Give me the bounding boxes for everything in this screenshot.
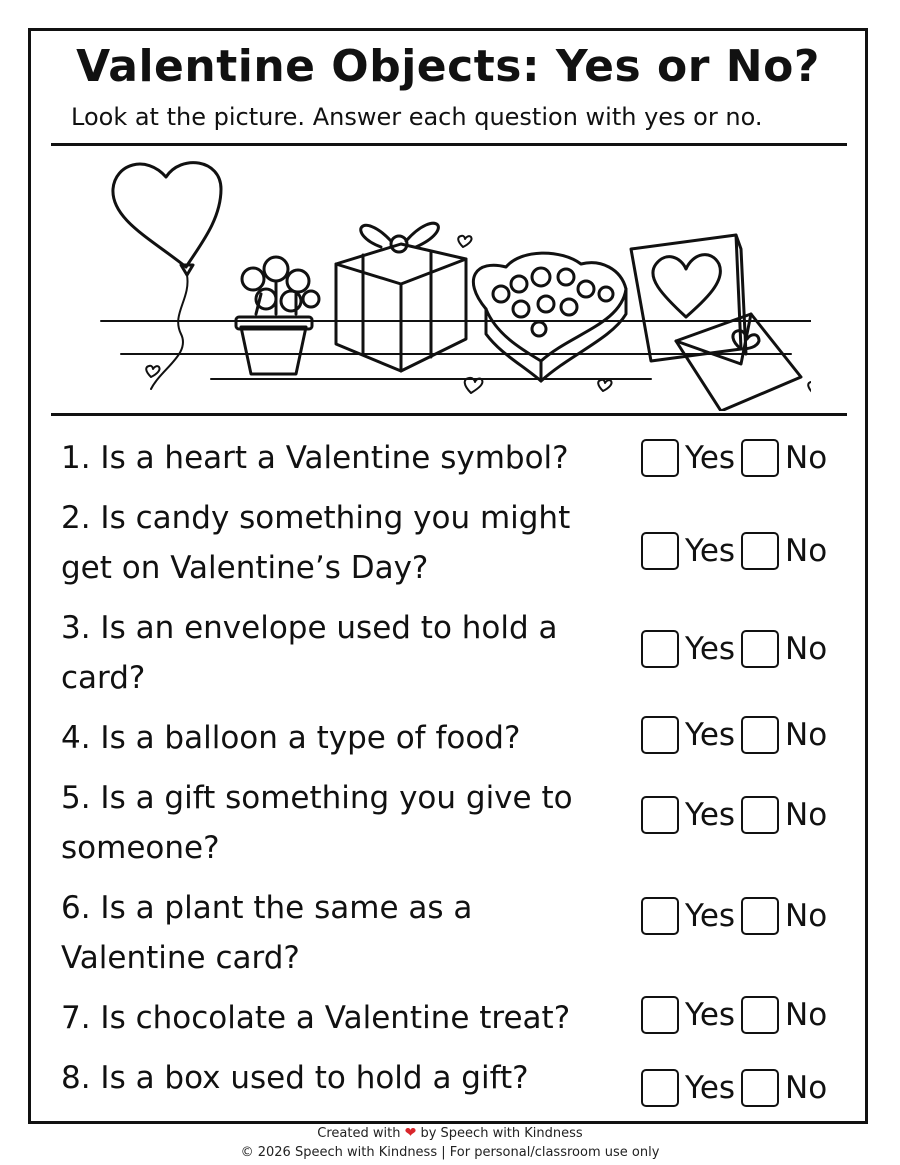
question-3-text: 3. Is an envelope used to hold a card?	[61, 610, 558, 696]
question-4-text: 4. Is a balloon a type of food?	[61, 720, 521, 756]
heart-icon: ❤	[404, 1125, 417, 1141]
no-label: No	[785, 1070, 828, 1106]
question-3-yes-checkbox[interactable]	[641, 630, 679, 668]
valentine-card-icon	[631, 235, 746, 361]
question-6-yes-checkbox[interactable]	[641, 897, 679, 935]
question-4-options	[641, 713, 833, 757]
yes-label: Yes	[685, 997, 736, 1033]
question-1-no-checkbox[interactable]	[741, 439, 779, 477]
flower-pot-icon	[236, 257, 319, 374]
worksheet-page	[28, 28, 868, 1124]
envelope-icon	[676, 314, 801, 411]
question-3-options	[641, 627, 833, 671]
question-2-options	[641, 529, 833, 573]
no-label: No	[785, 997, 828, 1033]
question-7-no-checkbox[interactable]	[741, 996, 779, 1034]
footer-created-prefix: Created with	[317, 1126, 401, 1141]
footer-copyright: © 2026 Speech with Kindness | For personal/classroom use only	[240, 1145, 660, 1160]
question-8-yes-checkbox[interactable]	[641, 1069, 679, 1107]
heart-candy-box-icon	[473, 253, 626, 381]
yes-label: Yes	[685, 440, 736, 476]
no-label: No	[785, 797, 828, 833]
no-label: No	[785, 440, 828, 476]
question-5-yes-checkbox[interactable]	[641, 796, 679, 834]
question-8-options	[641, 1066, 833, 1110]
question-1-options	[641, 436, 833, 480]
yes-label: Yes	[685, 631, 736, 667]
valentine-objects-illustration	[91, 149, 811, 411]
small-hearts-icon	[146, 236, 811, 393]
yes-label: Yes	[685, 797, 736, 833]
worksheet-instructions: Look at the picture. Answer each question with yes or no.	[71, 103, 763, 131]
question-7-text: 7. Is chocolate a Valentine treat?	[61, 1000, 571, 1036]
question-7-yes-checkbox[interactable]	[641, 996, 679, 1034]
no-label: No	[785, 898, 828, 934]
footer-credit	[0, 1125, 900, 1141]
question-5-text: 5. Is a gift something you give to someone?	[61, 780, 573, 866]
question-2-yes-checkbox[interactable]	[641, 532, 679, 570]
no-label: No	[785, 717, 828, 753]
yes-label: Yes	[685, 898, 736, 934]
question-6-text: 6. Is a plant the same as a Valentine card?	[61, 890, 473, 976]
question-8-text: 8. Is a box used to hold a gift?	[61, 1060, 529, 1096]
question-6-no-checkbox[interactable]	[741, 897, 779, 935]
gift-box-icon	[336, 223, 466, 371]
question-7-options	[641, 993, 833, 1037]
question-8-no-checkbox[interactable]	[741, 1069, 779, 1107]
yes-label: Yes	[685, 533, 736, 569]
question-2-text: 2. Is candy something you might get on Valentine’s Day?	[61, 500, 571, 586]
footer-created-suffix: by Speech with Kindness	[420, 1126, 583, 1141]
yes-label: Yes	[685, 1070, 736, 1106]
worksheet-title: Valentine Objects: Yes or No?	[76, 41, 820, 92]
yes-label: Yes	[685, 717, 736, 753]
question-6-options	[641, 894, 833, 938]
question-4-yes-checkbox[interactable]	[641, 716, 679, 754]
question-5-options	[641, 793, 833, 837]
question-3-no-checkbox[interactable]	[741, 630, 779, 668]
question-4-no-checkbox[interactable]	[741, 716, 779, 754]
question-1-yes-checkbox[interactable]	[641, 439, 679, 477]
no-label: No	[785, 533, 828, 569]
question-1-text: 1. Is a heart a Valentine symbol?	[61, 440, 569, 476]
top-divider	[51, 143, 847, 146]
bottom-divider	[51, 413, 847, 416]
heart-balloon-icon	[113, 163, 221, 389]
no-label: No	[785, 631, 828, 667]
question-5-no-checkbox[interactable]	[741, 796, 779, 834]
question-2-no-checkbox[interactable]	[741, 532, 779, 570]
